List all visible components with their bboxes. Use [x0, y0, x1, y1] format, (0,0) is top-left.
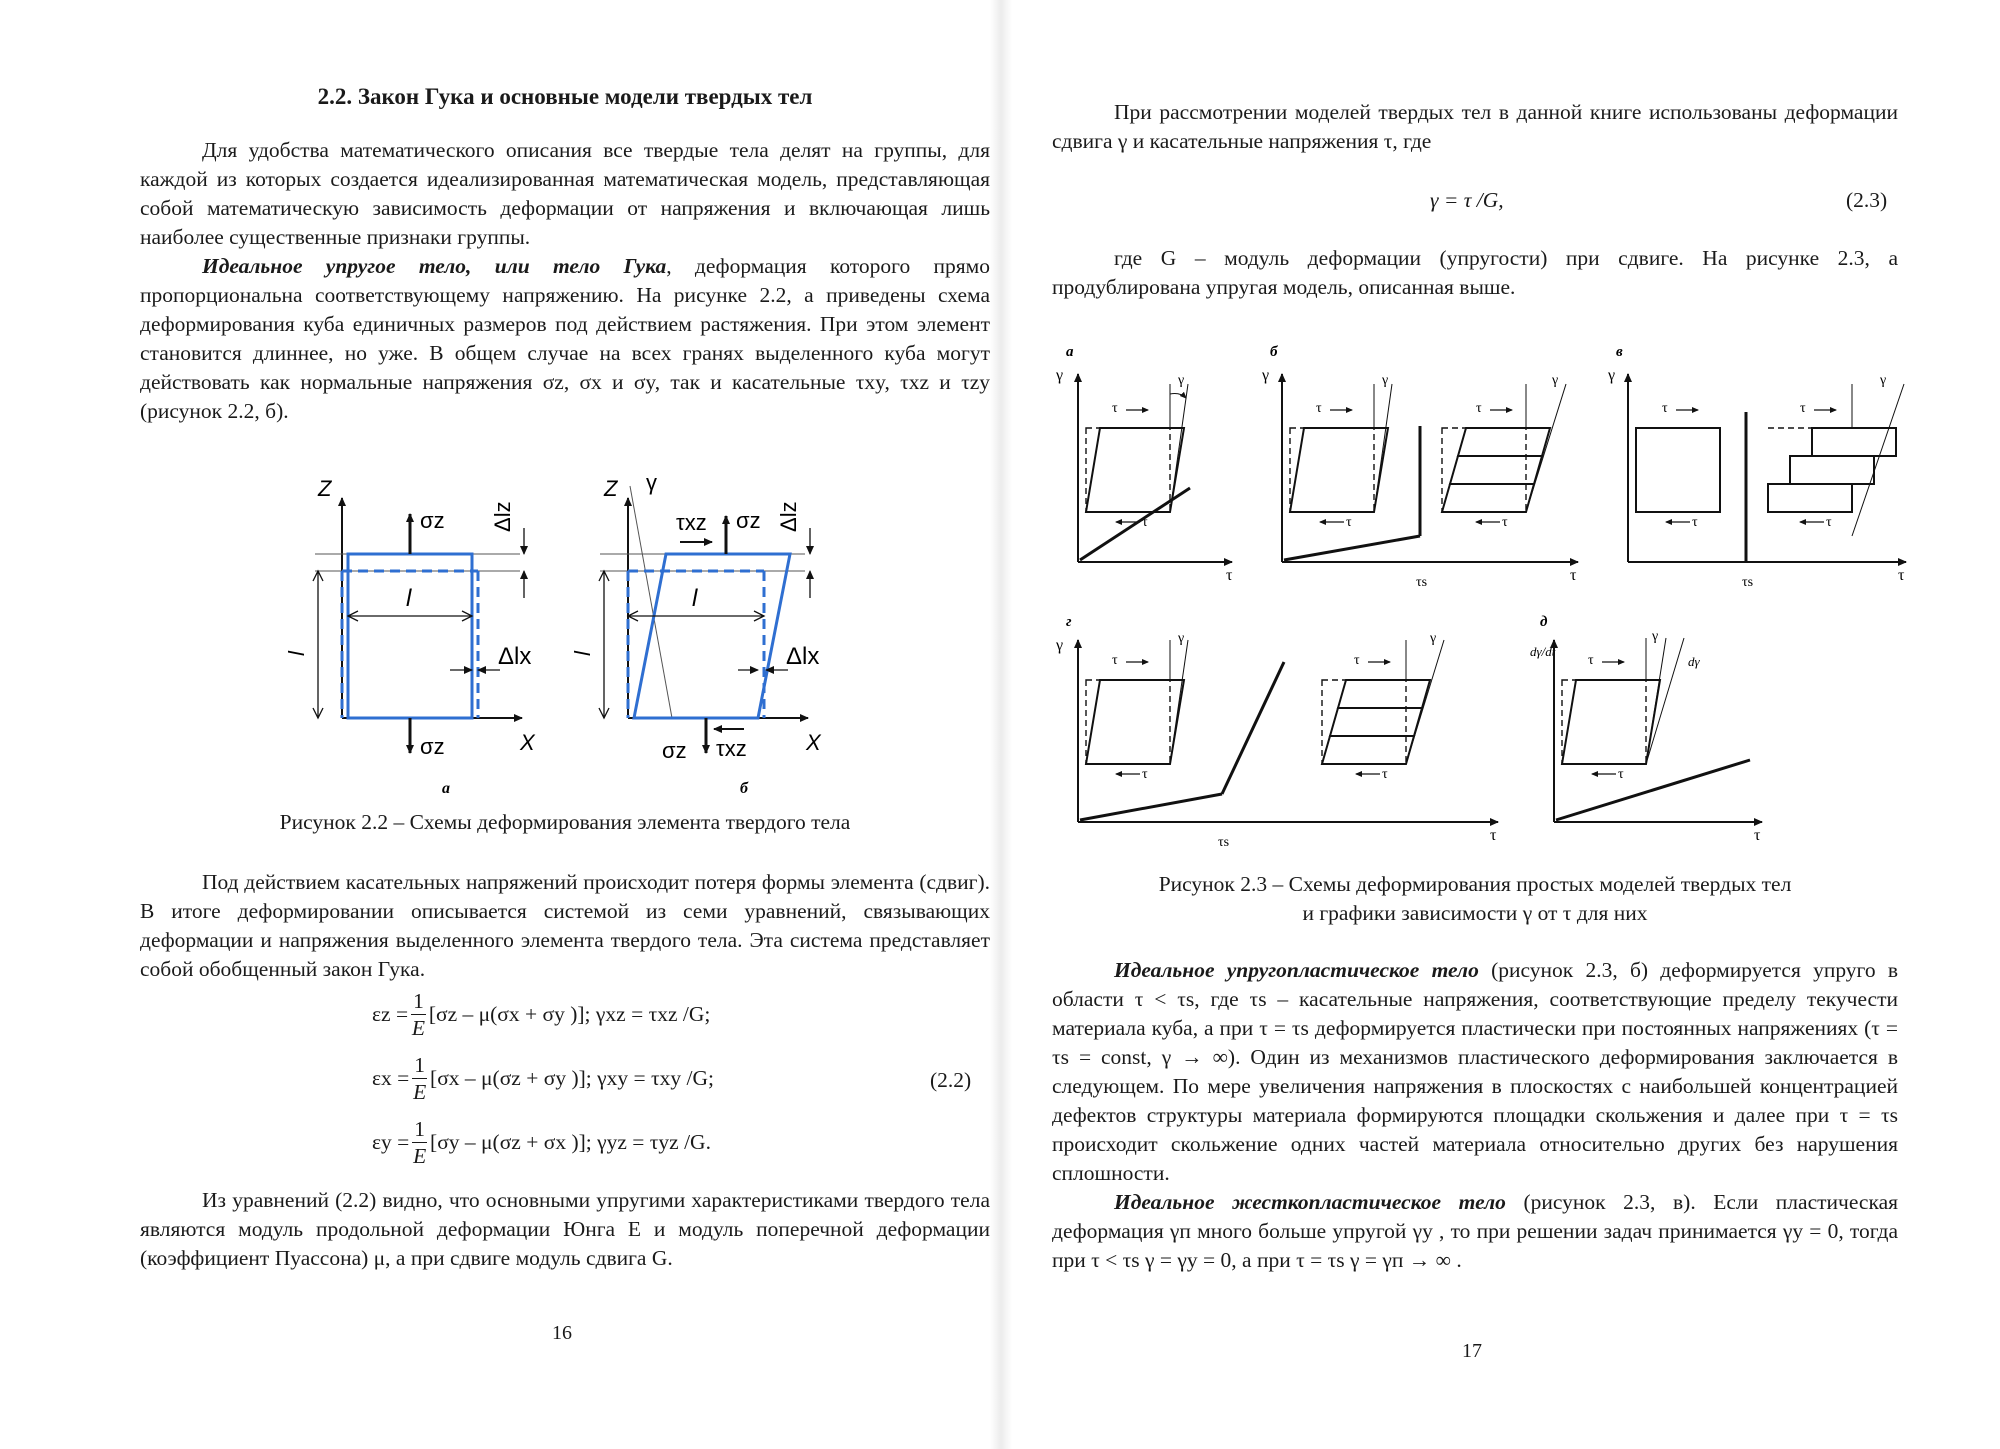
- figure-2-2-a-diagram: [284, 476, 536, 797]
- paragraph-elastic-constants: Из уравнений (2.2) видно, что основными упругими характеристиками твердого тела являются модуль продольной деформации Юнга E и модуль поперечной деформации (коэффициент Пуассона) μ, а при сдвиге модуль сдвига G.: [140, 1188, 990, 1270]
- figure-2-3-a: [1055, 344, 1233, 584]
- figure-2-2-caption: Рисунок 2.2 – Схемы деформирования элемента твердого тела: [279, 810, 851, 834]
- figure-2-3-caption-line1: Рисунок 2.3 – Схемы деформирования простых моделей твердых тел: [1158, 872, 1792, 896]
- delta-lz-a: Δlz: [490, 501, 515, 532]
- panel-d-label: д: [1540, 614, 1548, 630]
- figure-2-3-g: [1055, 614, 1498, 850]
- equation-eps-x: εx = $\frac{1}{E}$ [σx – μ(σz + σy )]; γxy = τxy /G;: [372, 1053, 714, 1104]
- panel-a-tau-axis: τ: [1226, 567, 1233, 584]
- paragraph-shear-definition: При рассмотрении моделей твердых тел в данной книге использованы деформации сдвига γ и касательные напряжения τ, где: [1052, 100, 1898, 153]
- panel-v-tau-bottom-2: τ: [1826, 515, 1832, 530]
- right-page: [1000, 0, 2000, 1449]
- paragraph-elastoplastic: [1052, 956, 1898, 1188]
- term-hooke-body: Идеальное упругое тело, или тело Гука: [202, 254, 667, 278]
- figure-2-3-caption-line2: и графики зависимости γ от τ для них: [1302, 901, 1648, 925]
- panel-b-tau-s: τs: [1416, 575, 1428, 590]
- figure-2-3-d: [1530, 614, 1762, 844]
- panel-a-tau-top: τ: [1112, 401, 1118, 416]
- panel-b-gamma-angle-2: γ: [1552, 373, 1559, 388]
- panel-g-gamma-angle-2: γ: [1430, 631, 1437, 646]
- panel-a-gamma: γ: [1056, 367, 1064, 384]
- sigma-z-bottom-a: σz: [420, 734, 445, 759]
- figure-2-3-b: [1261, 344, 1578, 590]
- figure-2-2-b-diagram: [570, 470, 822, 797]
- panel-a-label: а: [1066, 344, 1074, 360]
- figure-2-2-b-label: б: [740, 780, 748, 797]
- panel-g-tau-bottom-2: τ: [1382, 767, 1388, 782]
- sigma-z-top-b: σz: [736, 508, 761, 533]
- panel-g-tau-top-1: τ: [1112, 653, 1118, 668]
- paragraph-elastoplastic-text: (рисунок 2.3, б) деформируется упруго в области τ < τs, где τs – касательные напряжения, соответствующие пределу текучести материала куба, а при τ = τs деформируется пластически при постоянных напряжениях (τ = τs = const, γ → ∞). Один из механизмов пластического деформирования заключается в следующем. По мере увеличения напряжения в плоскостях с наибольшей концентрацией дефектов структуры материала формируются площадки скольжения и далее при τ = τs происходит скольжение одних частей материала относительно других без нарушения сплошности.: [1052, 958, 1898, 1185]
- dim-l-horizontal-b: l: [692, 585, 698, 612]
- panel-b-tau-top-2: τ: [1476, 401, 1482, 416]
- axis-x-label-b: X: [806, 730, 821, 755]
- paragraph-hooke-body: [140, 252, 990, 426]
- panel-d-tau-bottom: τ: [1618, 767, 1624, 782]
- panel-v-tau-top-1: τ: [1662, 401, 1668, 416]
- panel-v-tau-s: τs: [1742, 575, 1754, 590]
- tau-xz-bottom-b: τxz: [716, 736, 747, 761]
- delta-lz-b: Δlz: [776, 501, 801, 532]
- equation-number-2-3: (2.3): [1846, 188, 1888, 212]
- figure-2-2-a-label: а: [442, 780, 450, 797]
- panel-g-tau-bottom-1: τ: [1142, 767, 1148, 782]
- paragraph-rigidplastic: [1052, 1188, 1898, 1275]
- equation-number-2-2: (2.2): [930, 1068, 972, 1092]
- sigma-z-bottom-b: σz: [662, 738, 687, 763]
- axis-z-label-b: Z: [604, 476, 618, 501]
- tau-xz-top-b: τxz: [676, 510, 707, 535]
- equation-eps-z: εz = $\frac{1}{E}$ [σz – μ(σx + σy )]; γxz = τxz /G;: [372, 989, 711, 1040]
- panel-d-tau-top: τ: [1588, 653, 1594, 668]
- panel-d-dgamma-dt: dγ/dt: [1530, 644, 1556, 659]
- paragraph-intro: Для удобства математического описания все твердые тела делят на группы, для каждой из которых создается идеализированная математическая модель, представляющая собой математическую зависимость деформации от напряжения и включающая лишь наиболее существенные признаки группы.: [140, 138, 990, 249]
- panel-b-gamma-angle-1: γ: [1382, 373, 1389, 388]
- panel-g-label: г: [1066, 614, 1072, 630]
- paragraph-shear: Под действием касательных напряжений происходит потеря формы элемента (сдвиг). В итоге деформировании описывается системой из семи уравнений, связывающих деформации и напряжения выделенного элемента твердого тела. Эта система представляет собой обобщенный закон Гука.: [140, 870, 990, 981]
- figure-2-3-v: [1607, 344, 1906, 590]
- panel-b-label: б: [1270, 344, 1278, 360]
- panel-g-tau-axis: τ: [1490, 827, 1497, 844]
- axis-z-label-a: Z: [318, 476, 332, 501]
- panel-d-gamma-angle: γ: [1652, 629, 1659, 644]
- paragraph-rigidplastic-text: (рисунок 2.3, в). Если пластическая деформация γп много больше упругой γy , то при решении задач принимается γy = 0, тогда при τ < τs γ = γy = 0, а при τ = τs γ = γп → ∞ .: [1052, 1190, 1899, 1272]
- paragraph-shear-modulus: где G – модуль деформации (упругости) при сдвиге. На рисунке 2.3, а продублирована упругая модель, описанная выше.: [1052, 246, 1898, 299]
- panel-d-dgamma: dγ: [1688, 654, 1700, 669]
- figure-2-2: [0, 468, 1000, 797]
- formula-2-3: γ = τ /G,: [1430, 188, 1504, 212]
- panel-d-tau-axis: τ: [1754, 827, 1761, 844]
- dim-l-horizontal-a: l: [406, 585, 412, 612]
- panel-b-tau-bottom-2: τ: [1502, 515, 1508, 530]
- page-number-right: 17: [1462, 1340, 1482, 1362]
- panel-g-tau-s: τs: [1218, 835, 1230, 850]
- sigma-z-top-a: σz: [420, 508, 445, 533]
- panel-v-tau-axis: τ: [1898, 567, 1905, 584]
- panel-v-tau-bottom-1: τ: [1692, 515, 1698, 530]
- panel-b-tau-top-1: τ: [1316, 401, 1322, 416]
- panel-v-gamma: γ: [1608, 367, 1616, 384]
- dim-l-vertical-a: l: [284, 651, 309, 656]
- delta-lx-a: Δlx: [498, 643, 532, 670]
- delta-lx-b: Δlx: [786, 643, 820, 670]
- panel-b-tau-bottom-1: τ: [1346, 515, 1352, 530]
- panel-g-gamma: γ: [1056, 637, 1064, 654]
- panel-b-gamma: γ: [1262, 367, 1270, 384]
- figure-2-3: [1000, 340, 2000, 860]
- panel-b-tau-axis: τ: [1570, 567, 1577, 584]
- term-elastoplastic: Идеальное упругопластическое тело: [1114, 958, 1479, 982]
- section-heading: 2.2. Закон Гука и основные модели твердых тел: [317, 84, 813, 109]
- panel-a-gamma-angle: γ: [1178, 373, 1185, 388]
- axis-x-label-a: X: [520, 730, 535, 755]
- equation-eps-y: εy = $\frac{1}{E}$ [σy – μ(σz + σx )]; γyz = τyz /G.: [372, 1117, 711, 1168]
- panel-v-gamma-angle: γ: [1880, 373, 1887, 388]
- panel-v-tau-top-2: τ: [1800, 401, 1806, 416]
- panel-g-gamma-angle-1: γ: [1178, 631, 1185, 646]
- panel-v-label: в: [1616, 344, 1623, 360]
- page-number-left: 16: [552, 1322, 572, 1344]
- dim-l-vertical-b: l: [570, 651, 595, 656]
- gamma-label-b: γ: [646, 470, 657, 495]
- paragraph-hooke-body-text: , деформация которого прямо пропорциональна соответствующему напряжению. На рисунке 2.2, а приведены схема деформирования куба единичных размеров под действием растяжения. При этом элемент становится длиннее, но уже. В общем случае на всех гранях выделенного куба могут действовать как нормальные напряжения σz, σx и σy, так и касательные τxy, τxz и τzy (рисунок 2.2, б).: [140, 254, 991, 423]
- panel-a-tau-bottom: τ: [1142, 515, 1148, 530]
- panel-g-tau-top-2: τ: [1354, 653, 1360, 668]
- term-rigidplastic: Идеальное жесткопластическое тело: [1114, 1190, 1506, 1214]
